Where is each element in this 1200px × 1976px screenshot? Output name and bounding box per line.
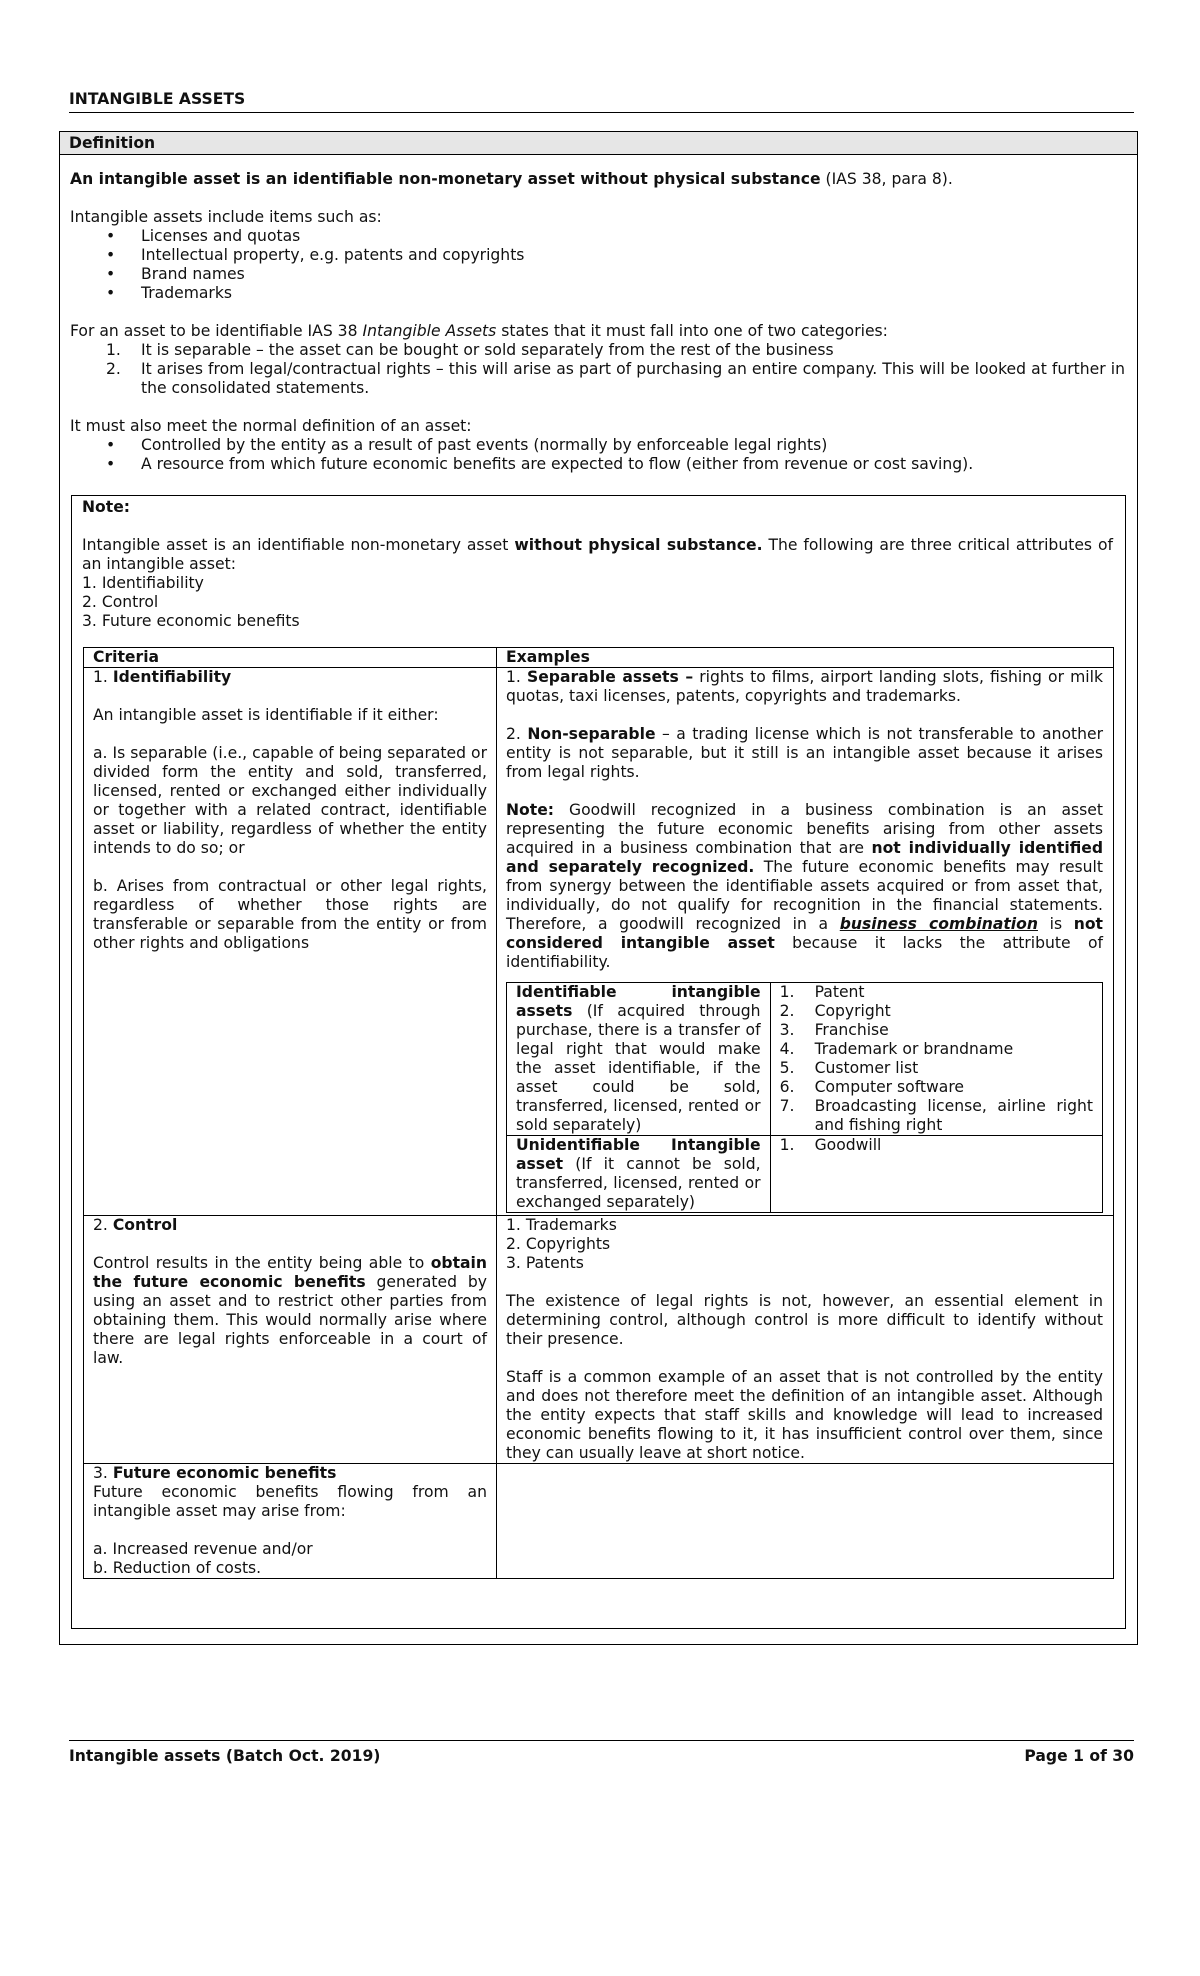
list-item: [780, 1097, 1093, 1135]
control-text: [93, 1254, 487, 1368]
row-title: Identifiability: [112, 668, 232, 686]
control-cell: [84, 1216, 497, 1464]
note-text-c: is: [1037, 915, 1074, 933]
list-item: • A resource from which future economic benefits are expected to flow (either from revenue or cost saving).: [106, 455, 1125, 474]
control-text-b: generated by using an asset and to restrict other parties from obtaining them. This would normally arise where there are legal rights enforceable in a court of law.: [93, 1273, 487, 1367]
list-text: Copyright: [814, 1002, 891, 1020]
page-number: Page 1 of 30: [1024, 1747, 1134, 1765]
list-number: 1.: [779, 1136, 795, 1154]
list-text: Broadcasting license, airline right and fishing right: [814, 1097, 1093, 1134]
list-item: [780, 1136, 1093, 1155]
note-text: [82, 536, 1113, 574]
table-header-row: [84, 648, 1114, 668]
unidentifiable-text: (If it cannot be sold, transferred, licensed, rented or exchanged separately): [516, 1155, 761, 1211]
list-item: • Trademarks: [106, 284, 1125, 303]
definition-lead-bold: An intangible asset is an identifiable non-monetary asset without physical substance: [70, 170, 821, 188]
list-item: [780, 1021, 1093, 1040]
list-number: 1.: [779, 983, 795, 1001]
list-item: [780, 1059, 1093, 1078]
future-benefits-examples-cell: [497, 1464, 1114, 1579]
example-text: rights to films, airport landing slots, fishing or milk quotas, taxi licenses, patents, copyrights and trademarks.: [506, 668, 1104, 705]
future-benefits-cell: [84, 1464, 497, 1579]
list-item: 1. Trademarks: [506, 1216, 617, 1234]
example-number: 1.: [506, 668, 527, 686]
list-item: • Intellectual property, e.g. patents and copyrights: [106, 246, 1125, 265]
page-footer: [69, 1740, 1134, 1766]
list-item: [106, 341, 1125, 360]
definition-box: [59, 131, 1138, 1645]
asset-list: [70, 436, 1125, 474]
criteria-table: [83, 647, 1114, 1579]
definition-lead: [70, 170, 1125, 189]
unidentifiable-bold: Unidentifiable Intangible asset: [516, 1136, 761, 1173]
row-number: 1.: [93, 668, 113, 686]
asset-classification-table: [506, 982, 1103, 1213]
attribute-item: 3. Future economic benefits: [82, 612, 300, 630]
list-number: 1.: [106, 341, 121, 359]
identifiability-cell: [84, 668, 497, 1216]
identifiable-intro-a: For an asset to be identifiable IAS 38: [70, 322, 363, 340]
identifiable-list-cell: [770, 983, 1102, 1136]
business-combination-link: business combination: [839, 915, 1038, 933]
identifiable-intro-b: states that it must fall into one of two categories:: [496, 322, 888, 340]
list-number: 2.: [779, 1002, 795, 1020]
note-heading: Note:: [82, 498, 131, 516]
example-bold: Non-separable: [527, 725, 656, 743]
list-item: • Controlled by the entity as a result of past events (normally by enforceable legal rights): [106, 436, 1125, 455]
include-list: [70, 227, 1125, 303]
note-box: [71, 495, 1126, 1629]
list-item: [780, 1002, 1093, 1021]
identifiable-intro-italic: Intangible Assets: [362, 322, 497, 340]
list-item: • Brand names: [106, 265, 1125, 284]
footer-title: Intangible assets (Batch Oct. 2019): [69, 1747, 381, 1765]
categories-list: [70, 341, 1125, 398]
page-header: [69, 90, 1134, 113]
header-title: INTANGIBLE ASSETS: [69, 90, 246, 108]
future-benefits-text: Future economic benefits flowing from an intangible asset may arise from:: [93, 1483, 487, 1520]
identifiability-p2: a. Is separable (i.e., capable of being separated or divided form the entity and sold, transferred, licensed, rented or exchanged either individually or together with a related contract, identifiable asset or liability, regardless of whether the entity intends to do so; or: [93, 744, 487, 857]
row-number: 3.: [93, 1464, 113, 1482]
list-number: 7.: [779, 1097, 795, 1115]
control-examples-cell: [497, 1216, 1114, 1464]
list-item: 3. Patents: [506, 1254, 584, 1272]
unidentifiable-list-cell: [770, 1136, 1102, 1213]
table-row: [84, 1216, 1114, 1464]
list-text: Franchise: [814, 1021, 889, 1039]
example-separable: [506, 668, 1103, 706]
include-intro: Intangible assets include items such as:: [70, 208, 382, 226]
control-text-a: Control results in the entity being able to: [93, 1254, 431, 1272]
row-number: 2.: [93, 1216, 113, 1234]
identifiability-p3: b. Arises from contractual or other legal rights, regardless of whether those rights are transferable or separable from the entity or from other rights and obligations: [93, 877, 487, 952]
list-number: 4.: [779, 1040, 795, 1058]
asset-intro: It must also meet the normal definition of an asset:: [70, 417, 472, 435]
note-bold-1: not individually identified and separately recognized.: [506, 839, 1104, 876]
note-bold-2: not considered intangible asset: [506, 915, 1104, 952]
col-examples-header: Examples: [497, 648, 1114, 668]
definition-lead-ref: (IAS 38, para 8).: [820, 170, 953, 188]
table-row: [84, 668, 1114, 1216]
row-title: Control: [112, 1216, 178, 1234]
attribute-item: 2. Control: [82, 593, 159, 611]
asset-section: [70, 417, 1125, 474]
unidentifiable-list: [780, 1136, 1093, 1155]
list-number: 3.: [779, 1021, 795, 1039]
list-text: Trademark or brandname: [814, 1040, 1014, 1058]
list-item: 2. Copyrights: [506, 1235, 611, 1253]
control-text-bold: obtain the future economic benefits: [93, 1254, 487, 1291]
list-text: Patent: [814, 983, 865, 1001]
control-example-p1: The existence of legal rights is not, however, an essential element in determining control, although control is more difficult to identify without their presence.: [506, 1292, 1103, 1348]
note-text-bold: without physical substance.: [514, 536, 763, 554]
identifiable-list: [780, 983, 1093, 1135]
identifiable-intro: [70, 322, 1125, 341]
identifiable-assets-cell: [507, 983, 771, 1136]
identifiable-bold: Identifiable intangible assets: [516, 983, 761, 1020]
note-label: Note:: [506, 801, 555, 819]
unidentifiable-assets-cell: [507, 1136, 771, 1213]
list-number: 6.: [779, 1078, 795, 1096]
col-criteria-header: Criteria: [84, 648, 497, 668]
note-text-b: The future economic benefits may result from synergy between the identifiable assets acquired or from asset that, individually, do not qualify for recognition in the financial statements. Therefore, a goodwill recognized in a: [506, 858, 1104, 933]
attribute-item: 1. Identifiability: [82, 574, 204, 592]
list-text: Customer list: [814, 1059, 919, 1077]
list-item: [106, 360, 1125, 398]
identifiability-examples-cell: [497, 668, 1114, 1216]
list-item: • Licenses and quotas: [106, 227, 1125, 246]
list-text: It is separable – the asset can be bought or sold separately from the rest of the business: [141, 341, 834, 359]
list-number: 5.: [779, 1059, 795, 1077]
table-row: [507, 1136, 1103, 1213]
list-item: b. Reduction of costs.: [93, 1559, 262, 1577]
table-row: [507, 983, 1103, 1136]
note-text-b: The following are three critical attributes of an intangible asset:: [82, 536, 1114, 573]
control-example-p2: Staff is a common example of an asset that is not controlled by the entity and does not therefore meet the definition of an intangible asset. Although the entity expects that staff skills and knowledge will lead to increased economic benefits flowing to it, it has insufficient control over them, since they can usually leave at short notice.: [506, 1368, 1103, 1462]
list-text: It arises from legal/contractual rights – this will arise as part of purchasing an entire company. This will be looked at further in the consolidated statements.: [141, 360, 1125, 397]
table-row: [84, 1464, 1114, 1579]
note-text-a: Goodwill recognized in a business combination is an asset representing the future economic benefits arising from other assets acquired in a business combination that are: [506, 801, 1103, 857]
note-content: [82, 498, 1113, 631]
list-item: a. Increased revenue and/or: [93, 1540, 313, 1558]
identifiable-section: [70, 322, 1125, 398]
identifiability-p1: An intangible asset is identifiable if it either:: [93, 706, 439, 724]
example-text: – a trading license which is not transferable to another entity is not separable, but it still is an intangible asset because it arises from legal rights.: [506, 725, 1103, 781]
list-item: [780, 1040, 1093, 1059]
example-number: 2.: [506, 725, 528, 743]
identifiable-text: (If acquired through purchase, there is a transfer of legal right that would make the asset identifiable, if the asset could be sold, transferred, licensed, rented or sold separately): [516, 1002, 761, 1134]
goodwill-note: [506, 801, 1103, 972]
include-section: [70, 208, 1125, 303]
definition-heading: Definition: [60, 132, 1137, 155]
list-text: Goodwill: [814, 1136, 882, 1154]
list-item: [780, 983, 1093, 1002]
note-text-d: because it lacks the attribute of identifiability.: [506, 934, 1103, 971]
note-text-a: Intangible asset is an identifiable non-monetary asset: [82, 536, 515, 554]
example-non-separable: [506, 725, 1103, 782]
row-title: Future economic benefits: [112, 1464, 337, 1482]
list-text: Computer software: [814, 1078, 965, 1096]
list-number: 2.: [106, 360, 121, 378]
example-bold: Separable assets –: [527, 668, 694, 686]
list-item: [780, 1078, 1093, 1097]
